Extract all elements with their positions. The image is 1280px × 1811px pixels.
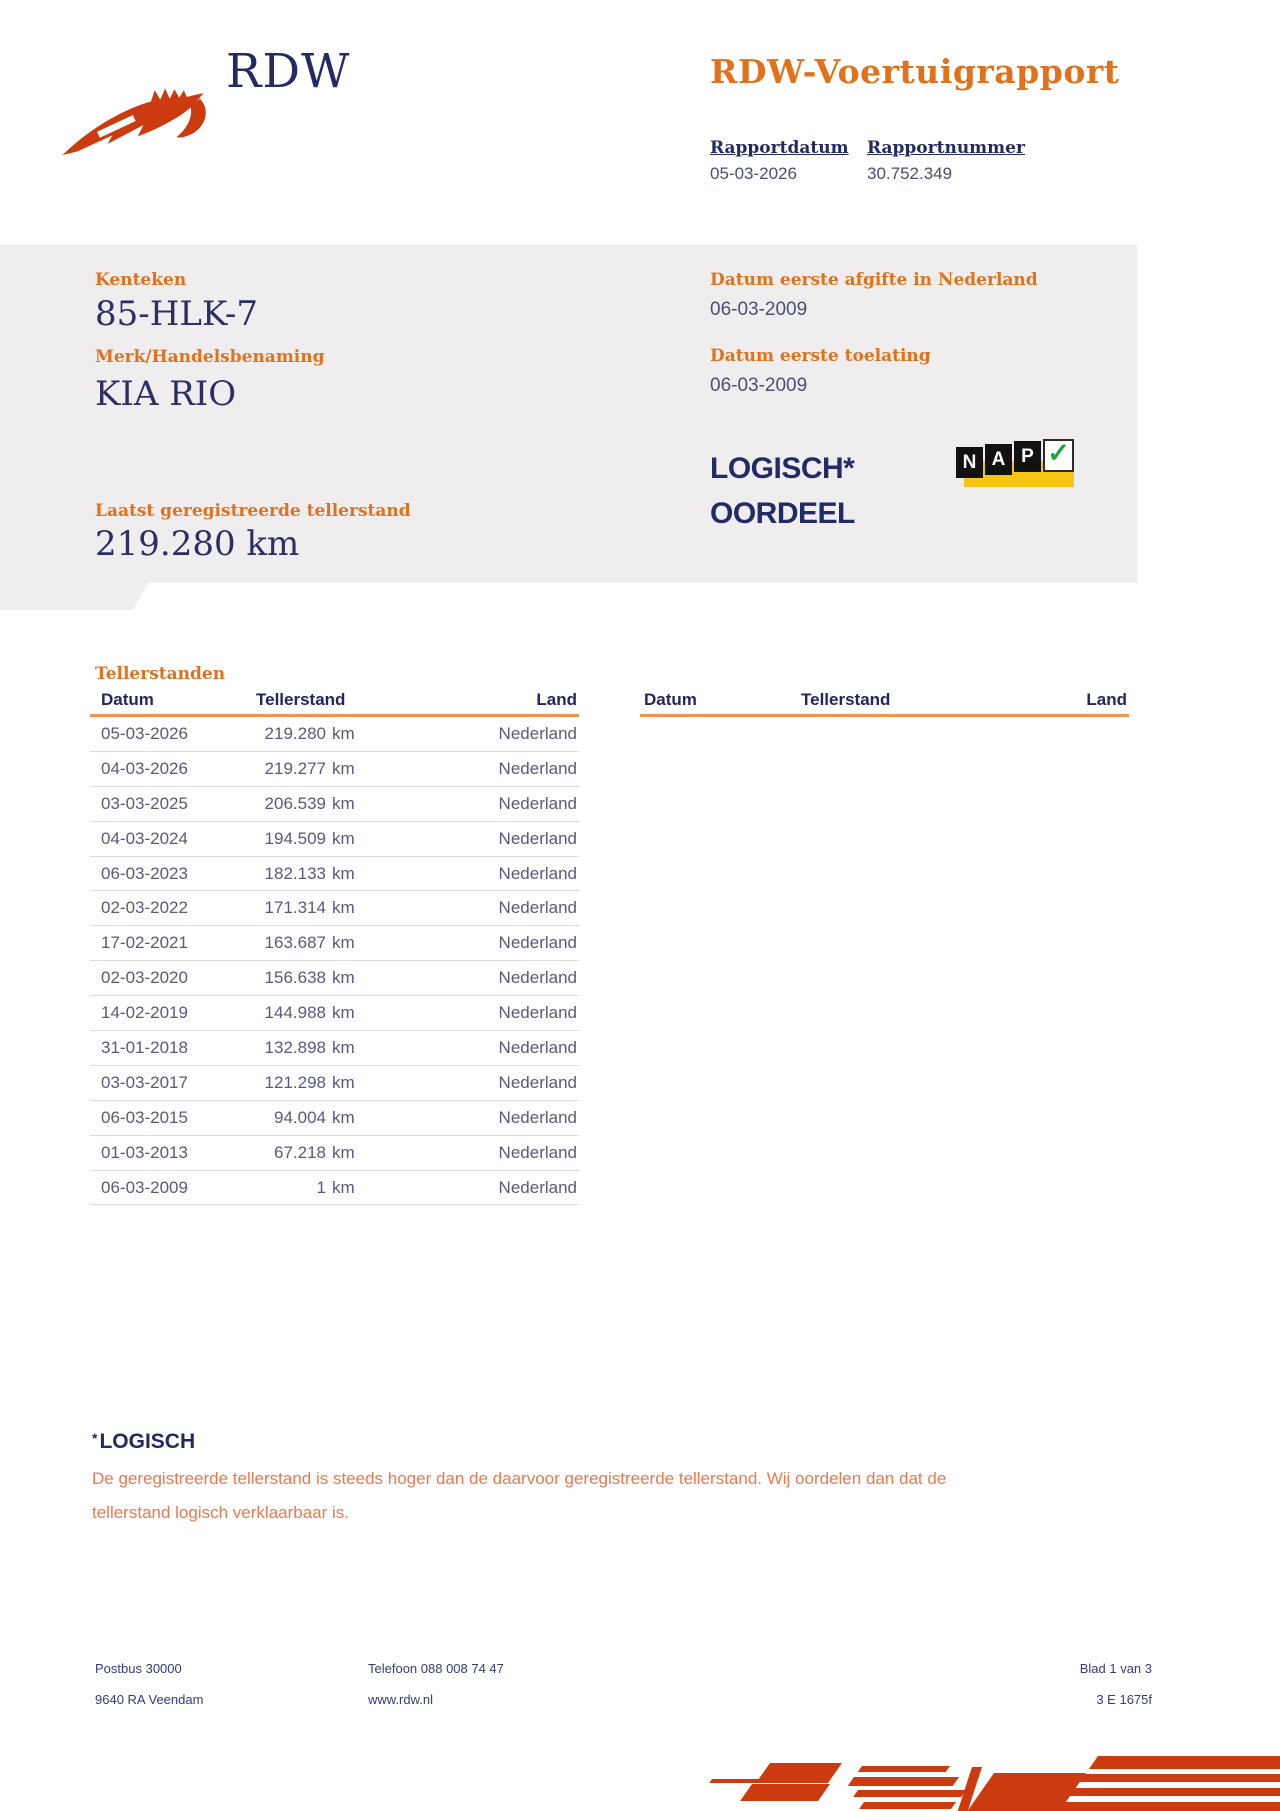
decorative-stripe: [848, 1777, 959, 1786]
decorative-white-stripe: [1059, 1782, 1280, 1788]
odometer-unit: km: [332, 1072, 355, 1092]
report-number-label: Rapportnummer: [867, 138, 1025, 158]
odometer-value: 219.277: [264, 758, 326, 778]
cell-land: Nederland: [498, 1142, 577, 1162]
cell-tellerstand: [246, 1073, 416, 1093]
column-header-land: Land: [536, 690, 577, 709]
cell-datum: 06-03-2009: [101, 1177, 188, 1197]
table-row: [90, 961, 579, 996]
table-row: [90, 787, 579, 822]
column-header-tellerstand: Tellerstand: [256, 690, 346, 709]
cell-datum: 31-01-2018: [101, 1037, 188, 1057]
odometer-unit: km: [332, 1037, 355, 1057]
cell-datum: 01-03-2013: [101, 1142, 188, 1162]
odometer-unit: km: [332, 933, 355, 953]
table-row: [90, 857, 579, 892]
footer-phone: Telefoon 088 008 74 47: [368, 1661, 504, 1676]
footer-page-number: Blad 1 van 3: [1079, 1661, 1152, 1676]
odometer-unit: km: [332, 1003, 355, 1023]
decorative-block: [740, 1784, 830, 1801]
kenteken-label: Kenteken: [95, 270, 187, 290]
odometer-unit: km: [332, 723, 355, 743]
cell-datum: 04-03-2024: [101, 828, 188, 848]
nap-letter-n: N: [956, 447, 983, 478]
cell-land: Nederland: [498, 1177, 577, 1197]
cell-tellerstand: [246, 759, 416, 779]
tellerstand-value: 219.280 km: [95, 524, 300, 564]
verdict-body-text: De geregistreerde tellerstand is steeds hoger dan de daarvoor geregistreerde tellerstand. Wij oordelen dan dat de tellerstand logisch verklaarbaar is.: [92, 1469, 947, 1522]
odometer-unit: km: [332, 968, 355, 988]
tellerstanden-table-left: [90, 690, 579, 1205]
oordeel-line1: LOGISCH*: [710, 452, 855, 485]
verdict-asterisk: *: [92, 1430, 98, 1446]
decorative-white-stripe: [1059, 1796, 1280, 1802]
tellerstand-label: Laatst geregistreerde tellerstand: [95, 501, 411, 521]
rdw-logo-swoosh-icon: [56, 78, 212, 158]
cell-tellerstand: [246, 794, 416, 814]
decorative-block: [756, 1763, 842, 1783]
odometer-value: 121.298: [264, 1072, 326, 1092]
cell-tellerstand: [246, 898, 416, 918]
odometer-value: 94.004: [274, 1107, 326, 1127]
cell-datum: 05-03-2026: [101, 723, 188, 743]
table-row: [90, 1066, 579, 1101]
cell-land: Nederland: [498, 933, 577, 953]
report-date-value: 05-03-2026: [710, 164, 797, 183]
tellerstanden-section-title: Tellerstanden: [95, 664, 226, 684]
cell-land: Nederland: [498, 1072, 577, 1092]
odometer-value: 182.133: [264, 863, 326, 883]
cell-datum: 17-02-2021: [101, 933, 188, 953]
cell-tellerstand: [246, 1038, 416, 1058]
table-body: [90, 717, 579, 1205]
cell-land: Nederland: [498, 968, 577, 988]
merk-value: KIA RIO: [95, 374, 237, 414]
table-row: [90, 822, 579, 857]
cell-tellerstand: [246, 1143, 416, 1163]
odometer-value: 194.509: [264, 828, 326, 848]
table-header-row: [90, 690, 579, 717]
decorative-stripe: [709, 1779, 762, 1783]
tellerstanden-table-right: [640, 690, 1129, 717]
table-row: [90, 926, 579, 961]
cell-tellerstand: [246, 933, 416, 953]
table-row: [90, 1171, 579, 1206]
page-title: RDW-Voertuigrapport: [710, 52, 1120, 91]
odometer-unit: km: [332, 1177, 355, 1197]
decorative-white-stripe: [1065, 1769, 1280, 1774]
odometer-unit: km: [332, 1142, 355, 1162]
afgifte-label: Datum eerste afgifte in Nederland: [710, 270, 1038, 290]
nap-checkmark-icon: ✓: [1043, 439, 1074, 472]
odometer-value: 156.638: [264, 968, 326, 988]
footer-form-code: 3 E 1675f: [1096, 1692, 1152, 1707]
table-row: [90, 1101, 579, 1136]
toelating-value: 06-03-2009: [710, 375, 808, 396]
odometer-unit: km: [332, 898, 355, 918]
column-header-land: Land: [1086, 690, 1127, 709]
footer-address-line2: 9640 RA Veendam: [95, 1692, 204, 1707]
cell-datum: 06-03-2015: [101, 1107, 188, 1127]
column-header-datum: Datum: [101, 690, 154, 709]
table-header-row: [640, 690, 1129, 717]
table-row: [90, 1031, 579, 1066]
cell-land: Nederland: [498, 1107, 577, 1127]
cell-land: Nederland: [498, 1003, 577, 1023]
odometer-value: 163.687: [264, 933, 326, 953]
table-row: [90, 1136, 579, 1171]
toelating-label: Datum eerste toelating: [710, 346, 931, 366]
cell-land: Nederland: [498, 863, 577, 883]
odometer-value: 144.988: [264, 1003, 326, 1023]
odometer-value: 171.314: [264, 898, 326, 918]
kenteken-value: 85-HLK-7: [95, 294, 259, 334]
footer-website: www.rdw.nl: [368, 1692, 434, 1707]
nap-letter-p: P: [1014, 441, 1041, 472]
cell-datum: 03-03-2025: [101, 793, 188, 813]
cell-datum: 03-03-2017: [101, 1072, 188, 1092]
cell-datum: 02-03-2022: [101, 898, 188, 918]
odometer-value: 1: [316, 1177, 326, 1197]
odometer-unit: km: [332, 828, 355, 848]
column-header-tellerstand: Tellerstand: [801, 690, 891, 709]
cell-land: Nederland: [498, 723, 577, 743]
cell-land: Nederland: [498, 828, 577, 848]
table-row: [90, 891, 579, 926]
odometer-unit: km: [332, 863, 355, 883]
cell-tellerstand: [246, 1108, 416, 1128]
decorative-stripe: [853, 1790, 966, 1797]
cell-tellerstand: [246, 968, 416, 988]
cell-tellerstand: [246, 724, 416, 744]
merk-label: Merk/Handelsbenaming: [95, 347, 325, 367]
cell-datum: 04-03-2026: [101, 758, 188, 778]
odometer-unit: km: [332, 793, 355, 813]
cell-land: Nederland: [498, 758, 577, 778]
cell-land: Nederland: [498, 793, 577, 813]
footer-address-line1: Postbus 30000: [95, 1661, 182, 1676]
table-row: [90, 752, 579, 787]
cell-land: Nederland: [498, 1037, 577, 1057]
table-row: [90, 996, 579, 1031]
cell-datum: 02-03-2020: [101, 968, 188, 988]
odometer-unit: km: [332, 1107, 355, 1127]
verdict-heading-text: LOGISCH: [99, 1430, 196, 1453]
cell-datum: 06-03-2023: [101, 863, 188, 883]
oordeel-text: [710, 446, 855, 536]
cell-land: Nederland: [498, 898, 577, 918]
column-header-datum: Datum: [644, 690, 697, 709]
cell-datum: 14-02-2019: [101, 1003, 188, 1023]
nap-letter-a: A: [985, 444, 1012, 475]
odometer-value: 67.218: [274, 1142, 326, 1162]
cell-tellerstand: [246, 1003, 416, 1023]
cell-tellerstand: [246, 864, 416, 884]
table-row: [90, 717, 579, 752]
oordeel-line2: OORDEEL: [710, 497, 855, 530]
report-date-label: Rapportdatum: [710, 138, 849, 158]
afgifte-value: 06-03-2009: [710, 299, 808, 320]
odometer-value: 206.539: [264, 793, 326, 813]
report-number-value: 30.752.349: [867, 164, 953, 183]
nap-logo: [956, 438, 1074, 489]
odometer-unit: km: [332, 758, 355, 778]
rdw-logo-text: RDW: [226, 44, 351, 99]
cell-tellerstand: [246, 1178, 416, 1198]
decorative-stripe: [858, 1766, 950, 1772]
verdict-heading: [92, 1430, 195, 1454]
decorative-stripe: [859, 1802, 956, 1809]
cell-tellerstand: [246, 829, 416, 849]
odometer-value: 132.898: [264, 1037, 326, 1057]
decorative-striped-block: [1059, 1756, 1280, 1811]
odometer-value: 219.280: [264, 723, 326, 743]
